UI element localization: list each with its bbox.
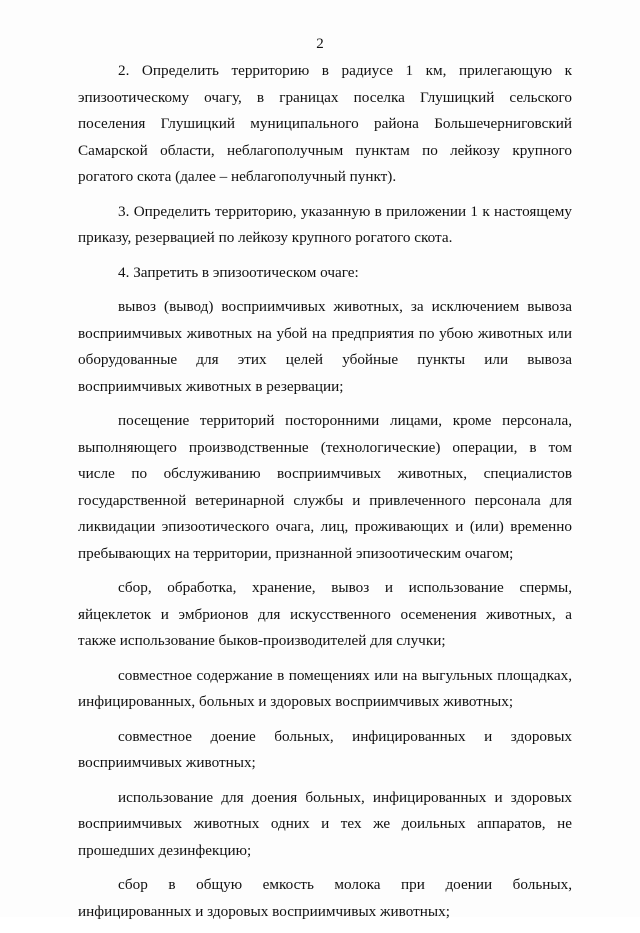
paragraph-p8 [78,663,572,716]
text-line: Самарской области, неблагополучным пунктам по лейкозу крупного [78,141,572,159]
text-line: совместное содержание в помещениях или на выгульных площадках, [118,666,572,684]
text-line: посещение территорий посторонними лицами, кроме персонала, [118,412,572,429]
page-number: 2 [316,36,324,52]
text-line: выполняющего производственные (технологические) операции, в том [78,438,572,456]
text-line: вывоз (вывод) восприимчивых животных, за исключением вывоза [118,298,572,315]
text-line: восприимчивых животных в резервации; [78,377,344,395]
text-line: совместное доение больных, инфицированных и здоровых [118,727,572,745]
text-line: эпизоотическому очагу, в границах поселка Глушицкий сельского [78,88,572,106]
text-line: восприимчивых животных одних и тех же доильных аппаратов, не [78,815,572,832]
text-line: инфицированных и здоровых восприимчивых животных; [78,902,450,920]
text-line: яйцеклеток и эмбрионов для искусственного осеменения животных, а [78,605,572,623]
text-line: ликвидации эпизоотического очага, лиц, проживающих и (или) временно [78,518,572,535]
document-body [78,58,572,933]
text-line: 4. Запретить в эпизоотическом очаге: [118,263,359,281]
paragraph-p3 [78,199,572,252]
text-line: также использование быков-производителей для случки; [78,632,446,649]
paragraph-p9 [78,724,572,777]
text-line: пребывающих на территории, признанной эпизоотическим очагом; [78,544,514,562]
text-line: восприимчивых животных; [78,754,256,771]
text-line: государственной ветеринарной службы и привлеченного персонала для [78,491,572,509]
text-line: 3. Определить территорию, указанную в приложении 1 к настоящему [118,202,572,220]
paragraph-p11 [78,872,572,925]
paragraph-p7 [78,575,572,655]
text-line: прошедших дезинфекцию; [78,841,252,859]
text-line: числе по обслуживанию восприимчивых животных, специалистов [78,465,572,482]
text-line: сбор в общую емкость молока при доении больных, [118,876,572,893]
text-line: поселения Глушицкий муниципального района Большечерниговский [78,115,572,132]
text-line: восприимчивых животных на убой на предприятия по убою животных или [78,324,572,342]
paragraph-p10 [78,785,572,865]
text-line: приказу, резервацией по лейкозу крупного рогатого скота. [78,229,453,246]
paragraph-p2 [78,58,572,191]
text-line: 2. Определить территорию в радиусе 1 км, прилегающую к [118,62,572,79]
paragraph-p5 [78,294,572,400]
paragraph-p4 [78,260,572,287]
text-line: рогатого скота (далее – неблагополучный пункт). [78,168,397,185]
text-line: инфицированных, больных и здоровых восприимчивых животных; [78,693,514,710]
text-line: использование для доения больных, инфицированных и здоровых [118,788,572,806]
text-line: оборудованные для этих целей убойные пункты или вывоза [78,351,572,368]
paragraph-p6 [78,408,572,567]
text-line: сбор, обработка, хранение, вывоз и использование спермы, [118,579,572,596]
